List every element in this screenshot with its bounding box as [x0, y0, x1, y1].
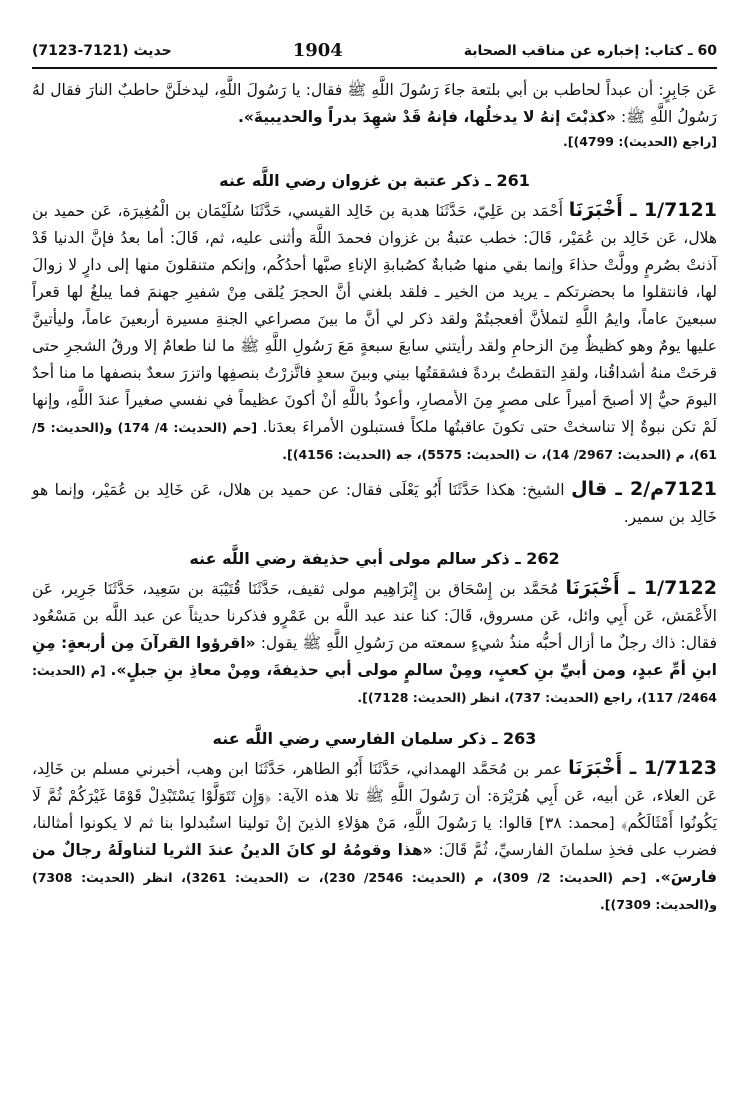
hadith-number: 1/7121 ـ أَخْبَرَنَا: [568, 199, 717, 221]
hadith-number: 1/7123 ـ أَخْبَرَنَا: [568, 757, 717, 779]
hadith-reference: [م (الحديث: 2464/ 117)، راجع (الحديث: 737)، انظر (الحديث: 7128)].: [32, 663, 717, 705]
intro-text: عَن جَابِرٍ: أن عبداً لحاطب بن أبي بلتعة جاءَ رَسُولَ اللَّهِ ﷺ فقال: يا رَسُولَ اللَّهِ، ليدخلَنَّ حاطبٌ النارَ فقال لهُ رَسُولُ اللَّهِ ﷺ:: [32, 81, 717, 126]
header-book-title: 60 ـ كتاب: إخباره عن مناقب الصحابة: [463, 42, 717, 59]
hadith-7123: [32, 755, 717, 918]
intro-reference: [راجع (الحديث): 4799)].: [563, 134, 717, 149]
running-header: [32, 40, 717, 69]
hadith-7121m: [32, 476, 717, 531]
header-hadith-range: حديث (7121-7123): [32, 42, 172, 59]
hadith-quote: «هذا وقومُهُ لو كانَ الدينُ عندَ الثريا لتناولَهُ رجالٌ من فارسَ».: [32, 841, 717, 886]
hadith-text: الشيخ: هكذا حَدَّثَنَا أَبُو يَعْلَى فقال: عن حميد بن هلال، عَن خَالِد بن عُمَيْر، وإنما هو خَالِد بن سمير.: [32, 481, 717, 526]
hadith-reference: [حم (الحديث: 4/ 174) و(الحديث: 5/ 61)، م (الحديث: 2967/ 14)، ت (الحديث: 5575)، جه (الحديث: 4156)].: [32, 420, 717, 462]
hadith-7122: [32, 575, 717, 711]
page-number: 1904: [292, 40, 343, 61]
page-body: [32, 69, 717, 918]
hadith-quote: «اقرؤوا القرآنَ مِن أربعةٍ: مِنِ ابنِ أمِّ عبدٍ، ومن أبيِّ بنِ كعبٍ، ومِنْ سالمٍ مولى أبي حذيفةَ، ومِنْ معاذِ بنِ جبلٍ».: [32, 634, 717, 679]
intro-quote: «كذبْتَ إنهُ لا يدخلُها، فإنهُ قَدْ شهِدَ بدراً والحديبيةَ».: [237, 108, 617, 126]
intro-paragraph: [32, 77, 717, 131]
section-heading-263: 263 ـ ذكر سلمان الفارسي رضي اللَّه عنه: [212, 729, 537, 748]
section-heading-261: 261 ـ ذكر عتبة بن غزوان رضي اللَّه عنه: [219, 171, 530, 190]
page: [32, 40, 717, 918]
hadith-7121: [32, 197, 717, 468]
hadith-text: أَحْمَد بن عَلِيّ، حَدَّثَنَا هدبة بن خَالِد القيسي، حَدَّثَنَا سُلَيْمَان بن الْمُغِيرَة، عَن حميد بن هلال، عَن خَالِد بن عُمَيْر، قَالَ: خطب عتبةُ بن غزوان فحمدَ اللَّهَ وأثنى عليه، ثم، قَالَ: أما بعدُ فإنَّ الدنيا قَدْ آذنتْ بصُرمٍ وولَّتْ حذاءَ وإنما بقي منها صُبابةٌ كصُبابةِ الإناءِ صبَّها أحدُكُم، وإنكم متنقلونَ منها إلى دارٍ لا زوالَ لها، فانتقلوا ما بحضرتكم ـ يريد من الخير ـ فلقد بلغني أنَّ الحجرَ يُلقى مِنْ شفيرِ جهنمَ فما يبلغُ لها قعراً سبعينَ عاماً، وايمُ اللَّهِ لتملأنَّ أفعجبتُمْ ولقد ذكر لي أنَّ ما بينَ مصراعي الجنةِ مسيرة أربعينَ عاماً، وليأتينَّ عليها يومٌ وهو كظيظٌ مِنَ الزحامِ ولقد رأيتني سابعَ سبعةٍ مَعَ رَسُولِ اللَّهِ ﷺ ما لنا طعامٌ إلا ورقُ الشجرِ حتى قرحَتْ منهُ أشداقُنا، ولقدِ التقطتُ بردةً فشققتُها بيني وبينَ سعدٍ فاتَّزرْتُ بنصفِها واتزرَ سعدٌ بنصفها ما منا أحدٌ اليومَ حيٌّ إلا أصبحَ أميراً على مصرٍ مِنَ الأمصارِ، وأعوذُ باللَّهِ أنْ أكونَ عظيماً في نفسي صغيراً عندَ اللَّهِ، وإنها لَمْ تكن نبوةٌ إلا تناسختْ حتى تكونَ عاقبتُها ملكاً فستبلون الأمراءَ بعدَنا.: [32, 202, 717, 436]
hadith-text: مُحَمَّد بن إِسْحَاق بن إِبْرَاهِيم مولى ثقيف، حَدَّثَنَا قُتَيْبَة بن سَعِيد، حَدَّثَنَا جَرِير، عَن الأَعْمَش، عَن أَبِي وائل، عَن مسروق، قَالَ: كنا عند عبد اللَّه بن عَمْرٍو فذكرنا حديثاً عن عبد اللَّه بن مَسْعُود فقال: ذاك رجلٌ ما أزال أحبُّه منذُ شيءٍ سمعته من رَسُولِ اللَّهِ ﷺ يقول:: [32, 580, 717, 652]
hadith-number: 1/7122 ـ أَخْبَرَنَا: [565, 577, 717, 599]
hadith-number: 7121م/2 ـ قال: [571, 478, 717, 500]
section-heading-262: 262 ـ ذكر سالم مولى أبي حذيفة رضي اللَّه عنه: [189, 549, 560, 568]
hadith-reference: [حم (الحديث: 2/ 309)، م (الحديث: 2546/ 230)، ت (الحديث: 3261)، انظر (الحديث: 7308) و(الحديث: 7309)].: [32, 870, 717, 912]
hadith-text: عمر بن مُحَمَّد الهمداني، حَدَّثَنَا أَبُو الطاهر، حَدَّثَنَا ابن وهب، أخبرني مسلم بن خَالِد، عَن العلاء، عَن أبيه، عَن أَبِي هُرَيْرَة: أن رَسُولَ اللَّهِ ﷺ تلا هذه الآية: ﴿وَإِن تَتَوَلَّوْا يَسْتَبْدِلْ قَوْمًا غَيْرَكُمْ ثُمَّ لَا يَكُونُوا أَمْثَالَكُم﴾ [محمد: ٣٨] قالوا: يا رَسُولَ اللَّهِ، مَنْ هؤلاءِ الذينَ إنْ تولينا استُبدلوا بنا ثم لا يكونوا أمثالنا، فضرب على فخذِ سلمانَ الفارسيِّ، ثُمَّ قَالَ:: [32, 760, 717, 859]
